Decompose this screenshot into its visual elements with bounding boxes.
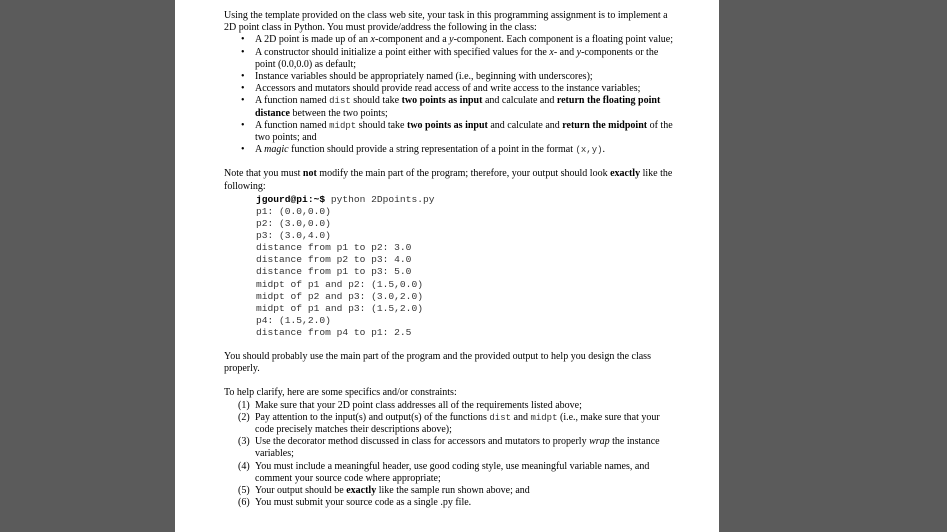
requirement-item: • A 2D point is made up of an x-component and a y-component. Each component is a floating point value; bbox=[224, 34, 676, 46]
output-line: p1: (0.0,0.0) bbox=[256, 205, 331, 217]
document-content bbox=[224, 10, 676, 509]
constraint-item: (5) Your output should be exactly like the sample run shown above; and bbox=[238, 485, 530, 496]
requirement-item: • Accessors and mutators should provide read access of and write access to the instance variables; bbox=[224, 83, 676, 95]
output-line: midpt of p1 and p2: (1.5,0.0) bbox=[256, 278, 423, 290]
constraint-item: (1) Make sure that your 2D point class addresses all of the requirements listed above; bbox=[238, 399, 582, 411]
terminal-prompt: jgourd@pi:~$ bbox=[256, 193, 326, 205]
output-line: midpt of p1 and p3: (1.5,2.0) bbox=[256, 302, 423, 314]
constraint-item: (3) Use the decorator method discussed in class for accessors and mutators to properly wrap the instance variables; bbox=[238, 436, 660, 460]
sample-output bbox=[256, 194, 676, 339]
output-line: midpt of p2 and p3: (3.0,2.0) bbox=[256, 290, 423, 302]
requirement-item: • A function named midpt should take two points as input and calculate and return the midpoint of the two points; and bbox=[224, 120, 676, 144]
terminal-command: python 2Dpoints.py bbox=[325, 193, 435, 205]
document-page bbox=[175, 0, 719, 532]
requirements-list bbox=[224, 34, 676, 156]
constraint-item: (4) You must include a meaningful header, use good coding style, use meaningful variable names, and comment your source code where appropriate; bbox=[238, 460, 650, 484]
requirement-item: • A magic function should provide a string representation of a point in the format (x,y). bbox=[224, 144, 676, 156]
output-line: distance from p1 to p3: 5.0 bbox=[256, 266, 412, 278]
constraint-item: (6) You must submit your source code as a single .py file. bbox=[238, 497, 472, 509]
output-line: distance from p4 to p1: 2.5 bbox=[256, 326, 412, 338]
requirement-item: • A constructor should initialize a point either with specified values for the x- and y-components or the point (0.0,0.0) as default; bbox=[224, 47, 676, 71]
note-paragraph: Note that you must not modify the main part of the program; therefore, your output should look exactly like the following: bbox=[224, 168, 673, 192]
constraints-list bbox=[224, 400, 676, 510]
output-line: distance from p2 to p3: 4.0 bbox=[256, 254, 412, 266]
output-line: distance from p1 to p2: 3.0 bbox=[256, 242, 412, 254]
output-line: p2: (3.0,0.0) bbox=[256, 218, 331, 230]
intro-paragraph: Using the template provided on the class web site, your task in this programming assignment is to implement a 2D point class in Python. You must provide/address the following in the class: bbox=[224, 10, 668, 34]
requirement-item: • A function named dist should take two points as input and calculate and return the floating point distance between the two points; bbox=[224, 95, 676, 119]
output-line: p4: (1.5,2.0) bbox=[256, 314, 331, 326]
requirement-item: • Instance variables should be appropriately named (i.e., beginning with underscores); bbox=[224, 71, 676, 83]
output-line: p3: (3.0,4.0) bbox=[256, 230, 331, 242]
constraint-item: (2) Pay attention to the input(s) and output(s) of the functions dist and midpt (i.e., make sure that your code precisely matches their descriptions above); bbox=[238, 411, 660, 435]
advice-paragraph: You should probably use the main part of the program and the provided output to help you design the class properly. bbox=[224, 350, 651, 375]
clarify-paragraph: To help clarify, here are some specifics and/or constraints: bbox=[224, 387, 457, 399]
